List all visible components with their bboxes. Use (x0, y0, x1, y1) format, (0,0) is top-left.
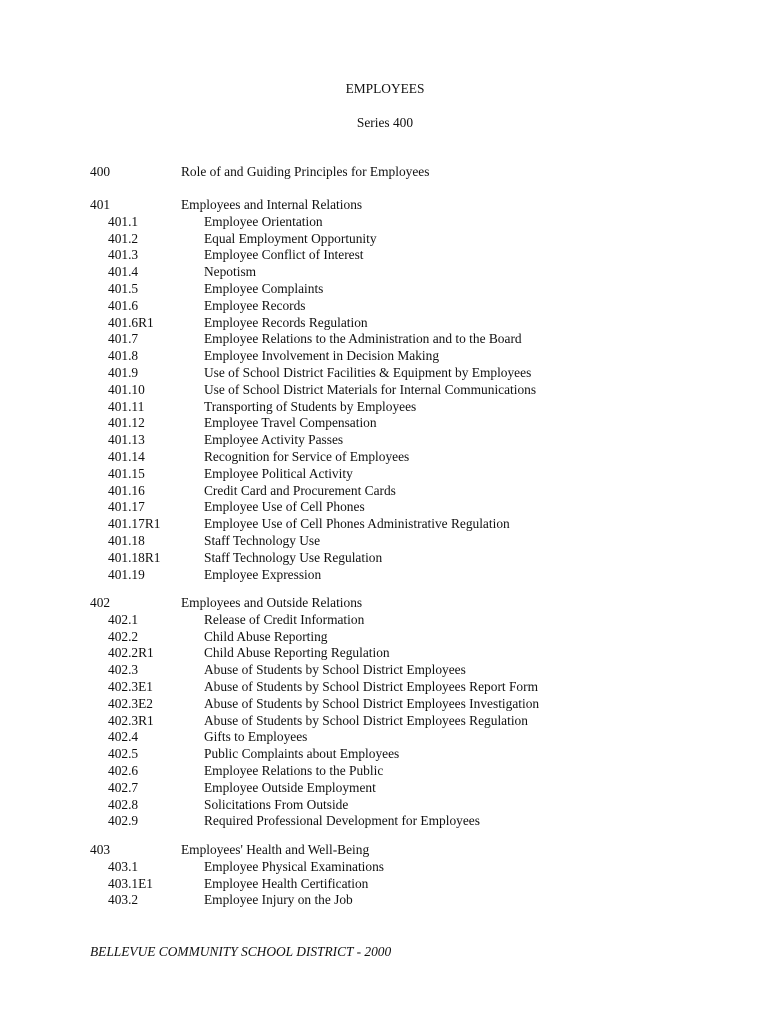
policy-title: Employee Complaints (204, 280, 324, 296)
policy-title: Equal Employment Opportunity (204, 230, 377, 246)
footer-district: BELLEVUE COMMUNITY SCHOOL DISTRICT - 2000 (90, 944, 392, 959)
policy-number: 401.18R1 (108, 549, 161, 565)
section-heading (0, 197, 770, 214)
policy-number: 401.10 (108, 381, 145, 397)
policy-number: 401.15 (108, 465, 145, 481)
policy-title: Employee Relations to the Public (204, 762, 384, 778)
policy-title: Employee Involvement in Decision Making (204, 348, 440, 364)
policy-number: 401.5 (108, 280, 139, 296)
policy-number: 402.1 (108, 611, 139, 627)
policy-title: Employee Injury on the Job (204, 892, 353, 908)
section-title: Employees' Health and Well-Being (181, 842, 370, 857)
policy-number: 401.13 (108, 432, 145, 448)
policy-row (0, 331, 770, 348)
policy-row (0, 892, 770, 909)
policy-title: Employee Conflict of Interest (204, 247, 364, 263)
policy-title: Employee Outside Employment (204, 779, 376, 795)
section-403 (0, 842, 770, 909)
policy-row (0, 298, 770, 315)
policy-number: 401.9 (108, 364, 139, 380)
section-title: Employees and Outside Relations (181, 595, 363, 610)
policy-title: Abuse of Students by School District Employees Report Form (204, 678, 538, 694)
section-heading (0, 842, 770, 859)
policy-number: 402.5 (108, 746, 139, 762)
section-heading (0, 595, 770, 612)
policy-row (0, 567, 770, 584)
section-number: 400 (90, 164, 111, 179)
policy-row (0, 780, 770, 797)
policy-row (0, 231, 770, 248)
policy-row (0, 533, 770, 550)
policy-title: Recognition for Service of Employees (204, 448, 410, 464)
policy-row (0, 466, 770, 483)
policy-title: Employee Physical Examinations (204, 858, 384, 874)
policy-number: 402.3E1 (108, 678, 154, 694)
policy-row (0, 516, 770, 533)
policy-number: 401.2 (108, 230, 139, 246)
policy-title: Staff Technology Use Regulation (204, 549, 383, 565)
policy-title: Nepotism (204, 264, 257, 280)
policy-title: Employee Orientation (204, 213, 323, 229)
page-subtitle: Series 400 (356, 115, 414, 130)
policy-title: Credit Card and Procurement Cards (204, 482, 396, 498)
section-number: 401 (90, 197, 111, 212)
policy-row (0, 729, 770, 746)
policy-number: 402.8 (108, 796, 139, 812)
policy-title: Employee Health Certification (204, 875, 369, 891)
policy-row (0, 763, 770, 780)
policy-number: 401.6 (108, 297, 139, 313)
policy-number: 401.19 (108, 566, 145, 582)
policy-row (0, 797, 770, 814)
policy-number: 402.3R1 (108, 712, 154, 728)
policy-row (0, 348, 770, 365)
policy-title: Staff Technology Use (204, 532, 321, 548)
policy-number: 401.8 (108, 348, 139, 364)
page-title: EMPLOYEES (345, 81, 425, 96)
policy-row (0, 214, 770, 231)
policy-row (0, 679, 770, 696)
policy-number: 401.11 (108, 398, 145, 414)
policy-row (0, 629, 770, 646)
policy-title: Public Complaints about Employees (204, 746, 400, 762)
policy-row (0, 432, 770, 449)
policy-title: Abuse of Students by School District Employees Regulation (204, 712, 528, 728)
policy-title: Child Abuse Reporting (204, 628, 328, 644)
policy-row (0, 859, 770, 876)
policy-row (0, 612, 770, 629)
policy-title: Employee Expression (204, 566, 322, 582)
policy-number: 401.12 (108, 415, 145, 431)
policy-number: 402.6 (108, 762, 139, 778)
policy-row (0, 382, 770, 399)
policy-number: 401.1 (108, 213, 139, 229)
policy-title: Child Abuse Reporting Regulation (204, 645, 390, 661)
policy-row (0, 399, 770, 416)
policy-title: Employee Records (204, 297, 306, 313)
policy-number: 403.1 (108, 858, 139, 874)
policy-number: 403.2 (108, 892, 139, 908)
policy-title: Gifts to Employees (204, 729, 308, 745)
policy-row (0, 415, 770, 432)
policy-title: Employee Activity Passes (204, 432, 344, 448)
section-401 (0, 197, 770, 583)
policy-row (0, 662, 770, 679)
section-number: 403 (90, 842, 111, 857)
policy-row (0, 264, 770, 281)
policy-number: 401.4 (108, 264, 139, 280)
policy-number: 403.1E1 (108, 875, 154, 891)
policy-row (0, 713, 770, 730)
policy-number: 401.18 (108, 532, 145, 548)
policy-row (0, 315, 770, 332)
policy-row (0, 365, 770, 382)
policy-row (0, 499, 770, 516)
policy-row (0, 645, 770, 662)
section-number: 402 (90, 595, 111, 610)
policy-row (0, 281, 770, 298)
policy-title: Employee Use of Cell Phones Administrative Regulation (204, 516, 510, 532)
policy-number: 401.14 (108, 448, 145, 464)
policy-row (0, 696, 770, 713)
policy-number: 401.16 (108, 482, 145, 498)
section-heading (0, 164, 770, 181)
policy-number: 402.2 (108, 628, 139, 644)
policy-row (0, 449, 770, 466)
policy-row (0, 813, 770, 830)
section-400 (0, 164, 770, 181)
policy-row (0, 483, 770, 500)
policy-title: Abuse of Students by School District Employees (204, 662, 466, 678)
policy-title: Employee Travel Compensation (204, 415, 377, 431)
policy-number: 402.3E2 (108, 695, 154, 711)
policy-title: Release of Credit Information (204, 611, 365, 627)
policy-title: Employee Relations to the Administration and to the Board (204, 331, 522, 347)
section-title: Role of and Guiding Principles for Employees (181, 164, 430, 179)
policy-title: Transporting of Students by Employees (204, 398, 417, 414)
policy-title: Employee Political Activity (204, 465, 353, 481)
policy-number: 402.9 (108, 813, 139, 829)
policy-row (0, 746, 770, 763)
policy-title: Employee Records Regulation (204, 314, 368, 330)
policy-number: 402.2R1 (108, 645, 154, 661)
policy-row (0, 876, 770, 893)
policy-number: 401.6R1 (108, 314, 154, 330)
policy-number: 402.4 (108, 729, 139, 745)
policy-title: Use of School District Materials for Internal Communications (204, 381, 537, 397)
policy-title: Use of School District Facilities & Equipment by Employees (204, 364, 532, 380)
policy-title: Employee Use of Cell Phones (204, 499, 365, 515)
policy-title: Abuse of Students by School District Employees Investigation (204, 695, 540, 711)
policy-row (0, 247, 770, 264)
policy-title: Required Professional Development for Employees (204, 813, 480, 829)
policy-number: 402.3 (108, 662, 139, 678)
policy-number: 402.7 (108, 779, 139, 795)
section-title: Employees and Internal Relations (181, 197, 363, 212)
policy-row (0, 550, 770, 567)
section-402 (0, 595, 770, 830)
policy-number: 401.17R1 (108, 516, 161, 532)
policy-number: 401.3 (108, 247, 139, 263)
policy-title: Solicitations From Outside (204, 796, 349, 812)
policy-number: 401.17 (108, 499, 145, 515)
policy-number: 401.7 (108, 331, 139, 347)
